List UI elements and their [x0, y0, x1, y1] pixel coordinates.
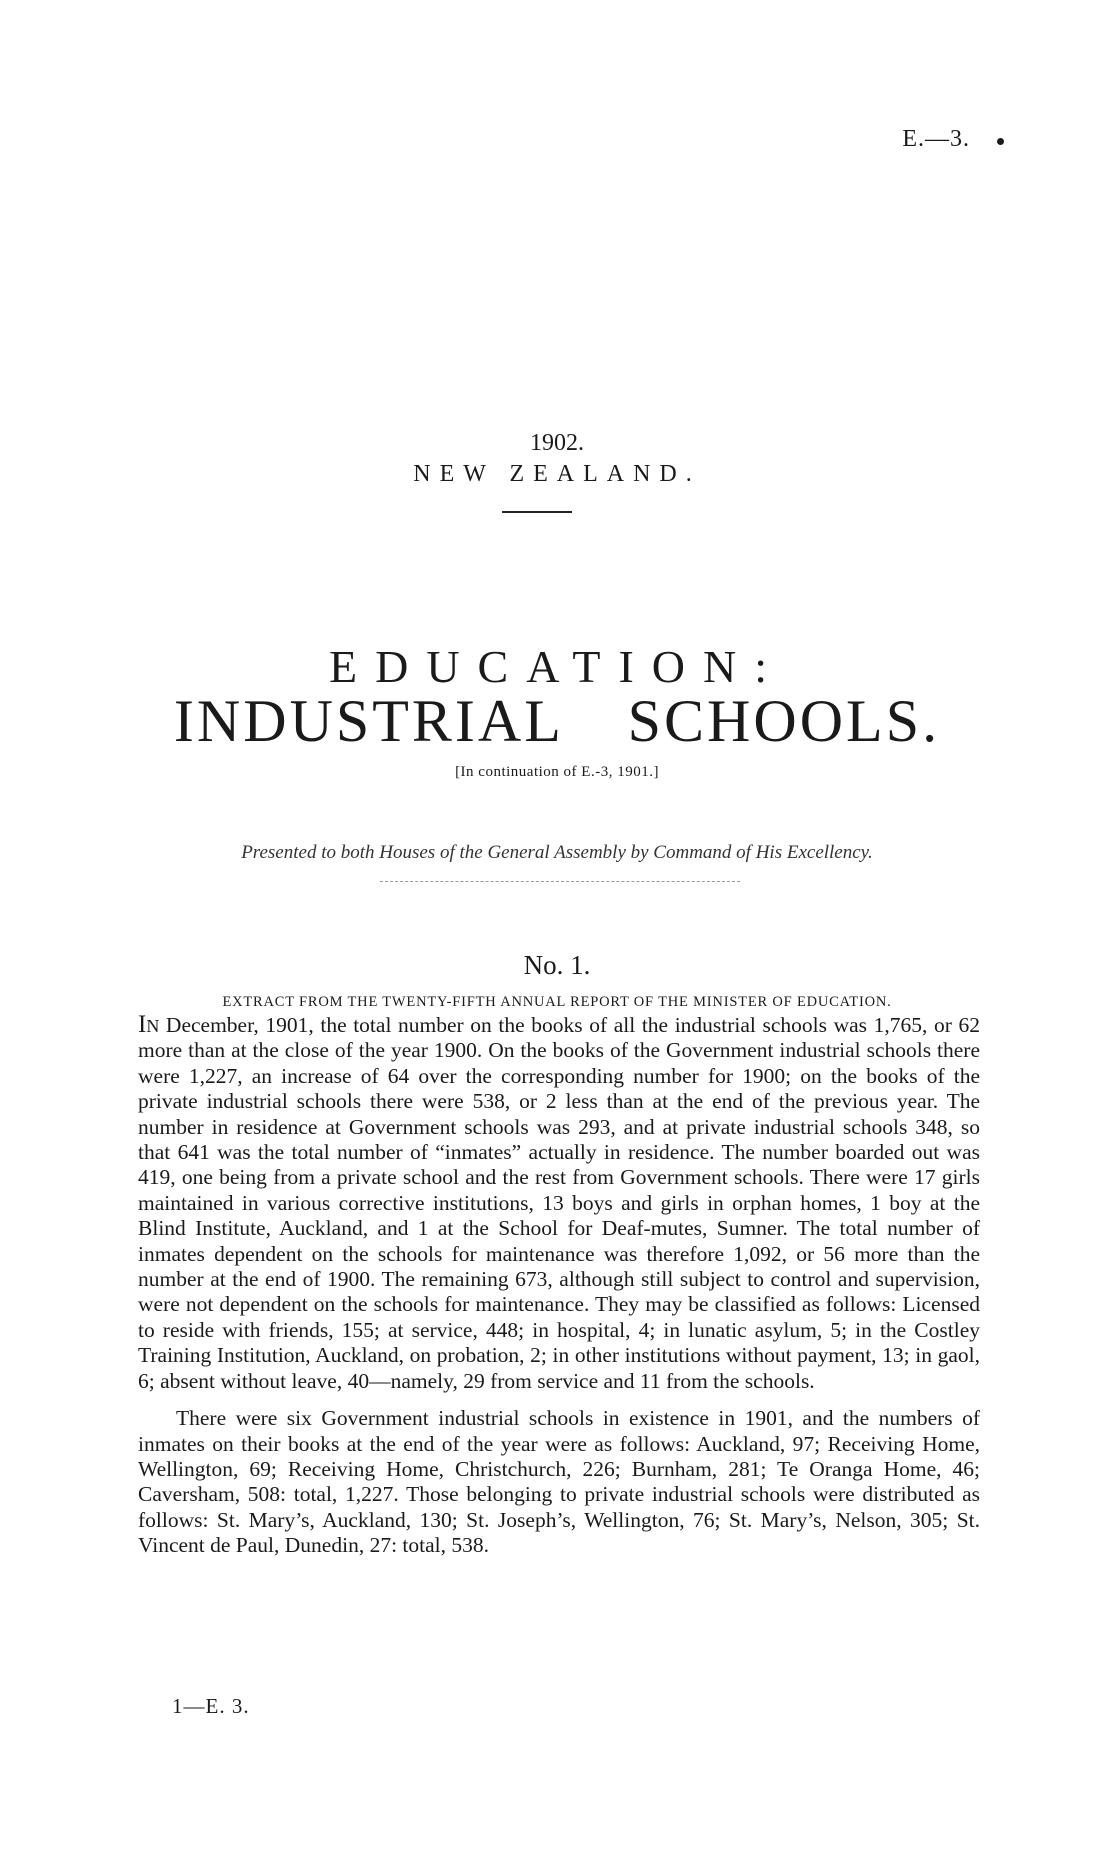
- title-divider: [502, 511, 572, 513]
- section-heading: EXTRACT FROM THE TWENTY-FIFTH ANNUAL REPORT OF THE MINISTER OF EDUCATION.: [222, 994, 892, 1010]
- report-body: [138, 1012, 980, 1559]
- page-signature: 1—E. 3.: [172, 1694, 250, 1718]
- country-name: NEW ZEALAND.: [413, 461, 701, 487]
- paragraph-lead-word: In: [138, 1011, 160, 1038]
- presented-line: Presented to both Houses of the General Assembly by Command of His Excellency.: [241, 842, 873, 863]
- print-mark-dot: [997, 138, 1004, 145]
- main-title: EDUCATION:: [329, 641, 785, 692]
- paragraph-two: There were six Government industrial schools in existence in 1901, and the numbers of inmates on their books at the end of the year were as follows: Auckland, 97; Receiving Home, Wellington, 69; Receiving Home, Christchurch, 226; Burnham, 281; Te Oranga Home, 46; Caversham, 508: total, 1,227. Those belonging to private industrial schools were distributed as follows: St. Mary’s, Auckland, 130; St. Joseph’s, Wellington, 76; St. Mary’s, Nelson, 305; St. Vincent de Paul, Dunedin, 27: total, 538.: [138, 1406, 980, 1558]
- page-reference: E.—3.: [902, 126, 970, 152]
- sub-title: INDUSTRIAL SCHOOLS.: [173, 688, 941, 754]
- section-number: No. 1.: [523, 950, 591, 980]
- paragraph-one: [138, 1012, 980, 1394]
- document-year: 1902.: [530, 430, 584, 456]
- paragraph-one-text: December, 1901, the total number on the books of all the industrial schools was 1,765, or 62 more than at the close of the year 1900. On the books of the Government industrial schools there were 1,227, an increase of 64 over the corresponding number for 1900; on the books of the private industrial schools there were 538, or 2 less than at the end of the previous year. The number in residence at Government schools was 293, and at private industrial schools 348, so that 641 was the total number of “inmates” actually in residence. The number boarded out was 419, one being from a private school and the rest from Government schools. There were 17 girls maintained in various corrective institutions, 13 boys and girls in orphan homes, 1 boy at the Blind Institute, Auckland, and 1 at the School for Deaf-mutes, Sumner. The total number of inmates dependent on the schools for maintenance was therefore 1,092, or 56 more than the number at the end of 1900. The remaining 673, although still subject to control and supervision, were not dependent on the schools for maintenance. They may be classified as follows: Licensed to reside with friends, 155; at service, 448; in hospital, 4; in lunatic asylum, 5; in the Costley Training Institution, Auckland, on probation, 2; in other institutions without payment, 13; in gaol, 6; absent without leave, 40—namely, 29 from service and 11 from the schools.: [138, 1013, 980, 1393]
- continuation-note: [In continuation of E.-3, 1901.]: [455, 764, 659, 780]
- presented-underline: [380, 881, 740, 882]
